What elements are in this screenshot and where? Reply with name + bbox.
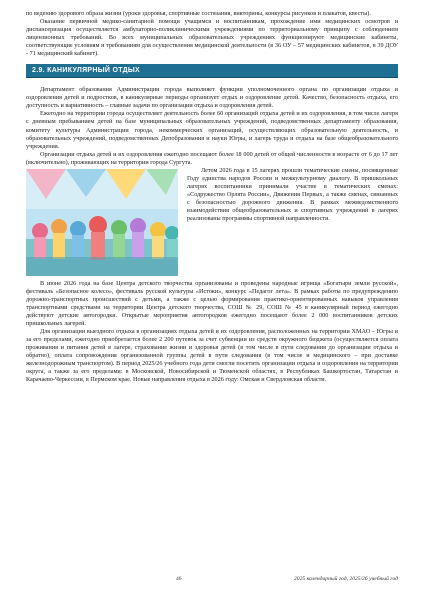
summer-camp-photo (26, 169, 178, 276)
body-paragraph-3: Организации отдыха детей и их оздоровления ежегодно посещают более 18 000 детей от общей численности в возрасте от 6 до 17 лет (включительно), проживающих на территории города Сургута. (26, 150, 398, 166)
body-paragraph-6: Для организации выездного отдыха в организациях отдыха детей и их оздоровления, расположенных на территории ХМАО – Югры и за его пределами, ежегодно приобретается более 2 200 путевок за счет субвенции из средств окружного бюджета (осуществляется оплата проживания и питания детей в лагере, страхование жизни и здоровья детей (в том числе в пути следования до организации отдыха и обратно), оплата сопровождения организованной группы детей в пути следования (в том числе и медицинского – при доставке железнодорожным транспортом). В период 2025/26 учебного года дети смогли посетить организации отдыха и оздоровления на территории округа, а также за его пределами: в Московской, Новосибирской и Тюменской областях, в Республиках Башкортостан, Татарстан и Карачаево-Черкессии, в Пермском крае. Новые направления отдыха в 2026 году: Омская и Свердловская области. (26, 328, 398, 384)
footer-text: 2025 календарный год, 2025/26 учебный год (293, 576, 398, 582)
page-content (26, 10, 398, 384)
intro-paragraph-2: Оказание первичной медико-санитарной помощи учащимся и воспитанникам, прохождение ими медицинских осмотров и диспансеризация осуществляется амбулаторно-поликлиническими учреждениями по территориальному принципу с соблюдением лицензионных требований. Во всех муниципальных образовательных учреждениях функционируют медицинские кабинеты, соответствующие условиям и требованиям для осуществления медицинской деятельности (в 36 ОУ – 57 медицинских кабинетов, в 39 ДОУ - 71 медицинский кабинет). (26, 18, 398, 58)
intro-paragraph-1: по ведению здорового образа жизни (уроки здоровья, спортивные состязания, викторины, конкурсы рисунков и плакатов, квесты). (26, 10, 371, 17)
body-paragraph-4: Летом 2026 года в 15 лагерях прошли тематические смены, посвященные Году единства народов России и межкультурному диалогу. В пришкольных лагерях воспитанники принимали участие в тематических сменах: «Содружество Орлята России», Движения Первых, а также сменах, связанных с безопасностью дорожного движения. В рамках межведомственного взаимодействия общеобразовательных и спортивных учреждений в лагерях реализованы программы спортивной направленности. (187, 166, 398, 223)
section-title: 2.9. КАНИКУЛЯРНЫЙ ОТДЫХ (32, 67, 141, 75)
body-paragraph-2: Ежегодно на территории города осуществляет деятельность более 60 организаций отдыха детей и их оздоровления, в том числе лагеря с дневным пребыванием детей на базе муниципальных образовательных учреждений, подведомственных департаменту образования, комитету культуры Администрации города, некоммерческих организаций, осуществляющих образовательную деятельность, и образовательных учреждений, подведомственных Депобразования и науки Югры, и лагерь труда и отдыха на базе общеобразовательного учреждения. (26, 110, 398, 150)
page-number: 46 (176, 576, 182, 582)
section-header (26, 64, 398, 78)
body-paragraph-5: В июне 2026 года на базе Центра детского творчества организованы и проведены народные игрища «Богатыри земли русской», фестиваль «Безопасное колесо», фестиваль русской культуры «Истоки», конкурс «Педагог лета». В рамках работы по предупреждению дорожно-транспортных происшествий с детьми, а также с целью формирования практико-ориентированных навыков управления транспортными средствами на территории Центра детского творчества, СОШ № 29, СОШ № 45 в каникулярный период ежегодно действуют детские автогородки. Открытые мероприятия автогородков ежегодно посещают более 2 000 воспитанников детских пришкольных лагерей. (26, 279, 398, 327)
body-paragraph-1: Департамент образования Администрации города выполняет функции уполномоченного органа по организации отдыха и оздоровления детей и подростков, в каникулярные периоды организует отдых и оздоровление детей. Качество, безопасность отдыха, его доступность и вариативность – главные задачи по организации отдыха и оздоровления детей. (26, 86, 398, 110)
